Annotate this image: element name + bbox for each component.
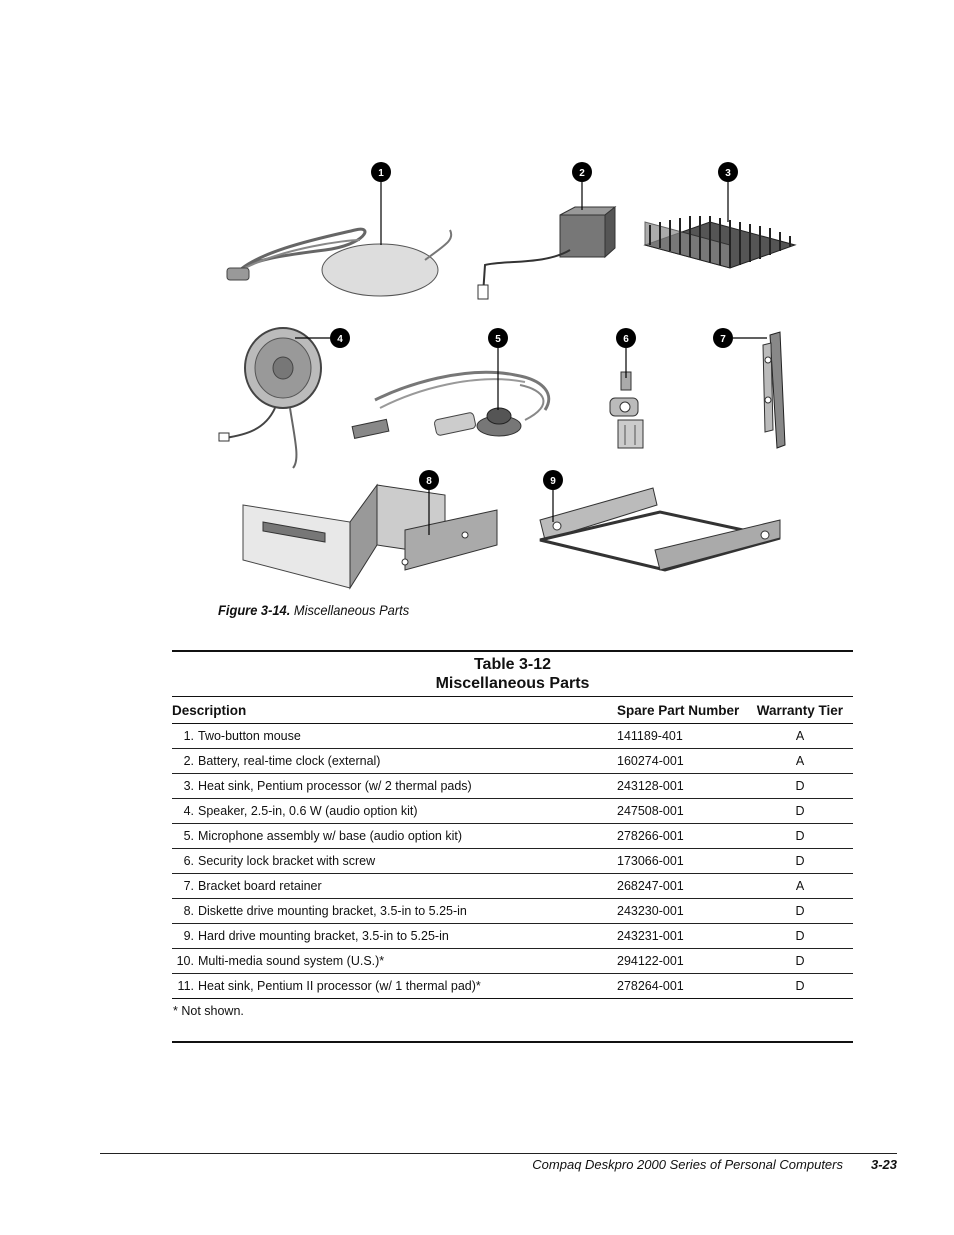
row-warranty-tier: A: [747, 724, 853, 749]
table-title-number: Table 3-12: [473, 656, 552, 673]
table-note-row: [172, 999, 853, 1043]
footer-title: Compaq Deskpro 2000 Series of Personal Computers: [532, 1157, 843, 1172]
row-number: 2.: [183, 754, 194, 768]
row-description: [172, 949, 617, 974]
svg-text:3: 3: [725, 168, 731, 179]
row-description-text: Security lock bracket with screw: [198, 854, 376, 868]
row-spare-part-number: 268247-001: [617, 874, 747, 899]
table-title-row: [172, 651, 853, 697]
table-row: [172, 849, 853, 874]
row-number: 6.: [183, 854, 194, 868]
row-description-text: Diskette drive mounting bracket, 3.5-in to 5.25-in: [198, 904, 467, 918]
table-note: * Not shown.: [172, 999, 853, 1043]
row-number: 11.: [177, 979, 194, 993]
table-row: [172, 824, 853, 849]
battery-illustration: [478, 207, 615, 299]
svg-text:2: 2: [579, 168, 585, 179]
row-spare-part-number: 278264-001: [617, 974, 747, 999]
svg-text:9: 9: [550, 476, 556, 487]
table-row: [172, 899, 853, 924]
parts-illustration: [205, 150, 805, 590]
row-warranty-tier: D: [747, 824, 853, 849]
row-spare-part-number: 294122-001: [617, 949, 747, 974]
table-row: [172, 949, 853, 974]
table-row: [172, 924, 853, 949]
row-description: [172, 874, 617, 899]
row-description-text: Multi-media sound system (U.S.)*: [198, 954, 385, 968]
table-row: [172, 799, 853, 824]
hard-drive-bracket-illustration: [540, 488, 780, 570]
parts-table: [172, 650, 853, 1043]
table-row: [172, 974, 853, 999]
row-warranty-tier: D: [747, 799, 853, 824]
row-description: [172, 799, 617, 824]
row-warranty-tier: D: [747, 774, 853, 799]
figure-caption: [218, 602, 409, 618]
row-description-text: Hard drive mounting bracket, 3.5-in to 5.25-in: [198, 929, 449, 943]
row-spare-part-number: 160274-001: [617, 749, 747, 774]
board-retainer-illustration: [763, 332, 785, 448]
row-description-text: Battery, real-time clock (external): [198, 754, 381, 768]
svg-text:4: 4: [337, 334, 343, 345]
footer-rule: [100, 1153, 897, 1154]
row-warranty-tier: A: [747, 874, 853, 899]
row-description: [172, 749, 617, 774]
table-row: [172, 749, 853, 774]
row-warranty-tier: A: [747, 749, 853, 774]
row-spare-part-number: 278266-001: [617, 824, 747, 849]
row-spare-part-number: 243230-001: [617, 899, 747, 924]
table-row: [172, 774, 853, 799]
row-number: 1.: [183, 729, 194, 743]
row-description: [172, 849, 617, 874]
row-description: [172, 724, 617, 749]
row-spare-part-number: 141189-401: [617, 724, 747, 749]
header-spare-part-number: Spare Part Number: [617, 697, 747, 724]
table-row: [172, 874, 853, 899]
row-number: 10.: [176, 954, 194, 968]
row-description-text: Heat sink, Pentium II processor (w/ 1 thermal pad)*: [198, 979, 481, 993]
table-row: [172, 724, 853, 749]
svg-text:7: 7: [720, 334, 726, 345]
heat-sink-illustration: [645, 216, 795, 268]
header-warranty-tier: Warranty Tier: [747, 697, 853, 724]
svg-text:8: 8: [426, 476, 432, 487]
row-number: 3.: [183, 779, 194, 793]
header-description: Description: [172, 697, 617, 724]
table-title: [172, 651, 853, 697]
figure-caption-label: Figure 3-14.: [218, 602, 291, 618]
row-spare-part-number: 243128-001: [617, 774, 747, 799]
row-description-text: Heat sink, Pentium processor (w/ 2 thermal pads): [198, 779, 472, 793]
row-description: [172, 924, 617, 949]
table-title-text: Miscellaneous Parts: [435, 675, 590, 692]
row-description: [172, 899, 617, 924]
row-warranty-tier: D: [747, 899, 853, 924]
table-header-row: [172, 697, 853, 724]
row-number: 4.: [183, 804, 194, 818]
svg-text:1: 1: [378, 168, 384, 179]
row-warranty-tier: D: [747, 849, 853, 874]
svg-text:6: 6: [623, 334, 629, 345]
row-spare-part-number: 243231-001: [617, 924, 747, 949]
row-description: [172, 824, 617, 849]
row-number: 5.: [183, 829, 194, 843]
diskette-bracket-illustration: [243, 485, 497, 588]
row-number: 9.: [183, 929, 194, 943]
row-warranty-tier: D: [747, 974, 853, 999]
row-spare-part-number: 173066-001: [617, 849, 747, 874]
row-description-text: Microphone assembly w/ base (audio option kit): [198, 829, 463, 843]
row-warranty-tier: D: [747, 949, 853, 974]
row-description-text: Speaker, 2.5-in, 0.6 W (audio option kit): [198, 804, 418, 818]
mouse-illustration: [227, 229, 451, 296]
row-description-text: Two-button mouse: [198, 729, 301, 743]
table-body: [172, 724, 853, 999]
parts-figure: [205, 150, 805, 590]
microphone-illustration: [352, 372, 549, 438]
row-spare-part-number: 247508-001: [617, 799, 747, 824]
figure-caption-text: Miscellaneous Parts: [293, 602, 410, 618]
row-description-text: Bracket board retainer: [198, 879, 322, 893]
security-bracket-illustration: [610, 372, 643, 448]
row-warranty-tier: D: [747, 924, 853, 949]
svg-text:5: 5: [495, 334, 501, 345]
row-description: [172, 774, 617, 799]
row-number: 7.: [183, 879, 194, 893]
speaker-illustration: [219, 328, 321, 468]
row-description: [172, 974, 617, 999]
footer-page-number: 3-23: [870, 1157, 897, 1172]
row-number: 8.: [183, 904, 194, 918]
